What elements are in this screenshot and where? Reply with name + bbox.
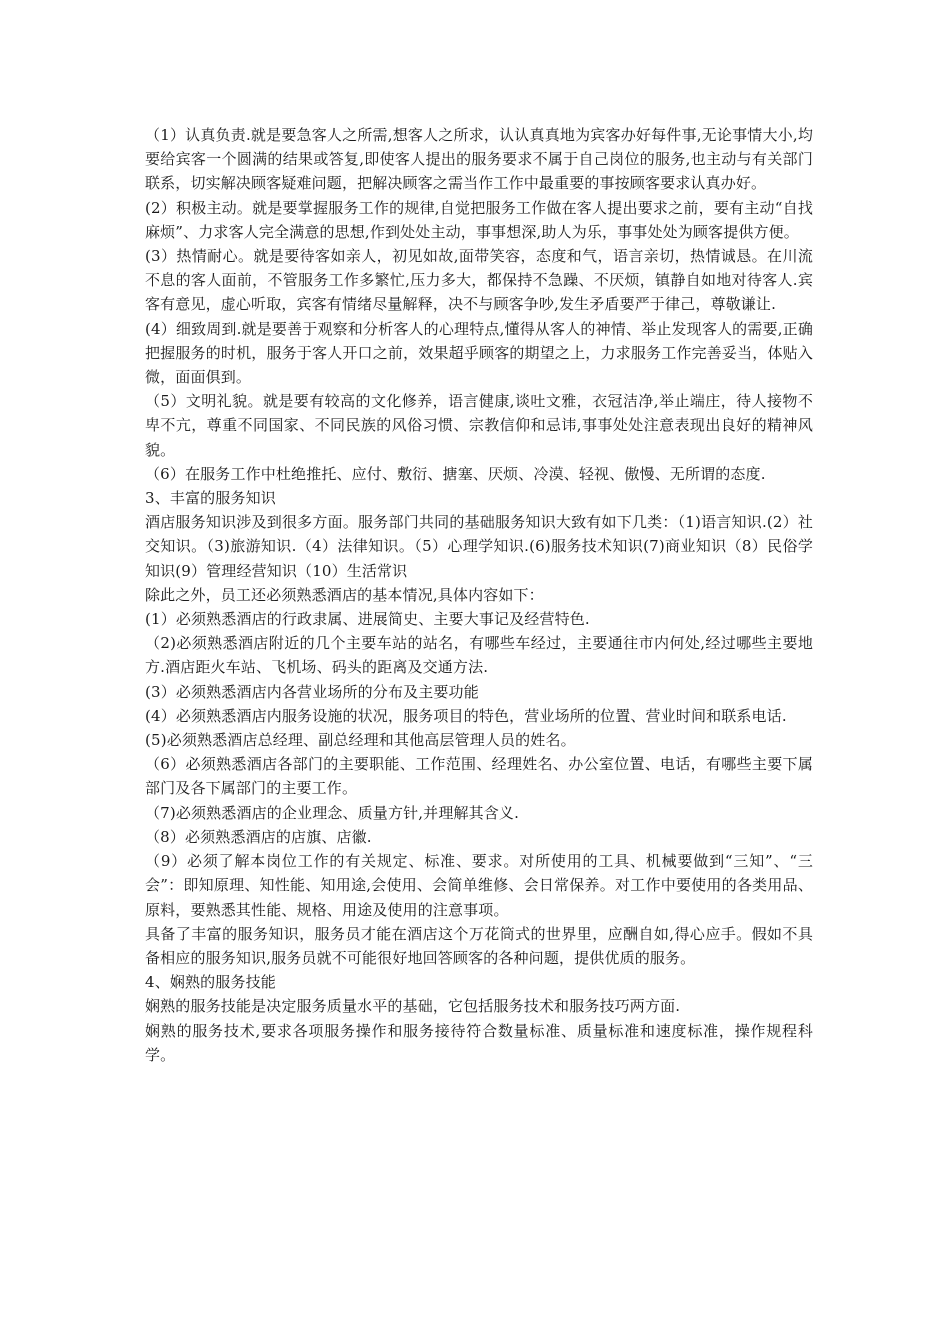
paragraph-3: (3）热情耐心。就是要待客如亲人，初见如故,面带笑容，态度和气，语言亲切，热情诚恳。在川流不息的客人面前，不管服务工作多繁忙,压力多大，都保持不急躁、不厌烦，镇静自如地对待客人.宾客有意见，虚心听取，宾客有情绪尽量解释，决不与顾客争吵,发生矛盾要严于律己，尊敬谦让. xyxy=(145,247,813,314)
paragraph-11: 娴熟的服务技术,要求各项服务操作和服务接待符合数量标准、质量标准和速度标准，操作规程科学。 xyxy=(145,1021,813,1064)
paragraph-4: (4）细致周到.就是要善于观察和分析客人的心理特点,懂得从客人的神情、举止发现客人的需要,正确把握服务的时机，服务于客人开口之前，效果超乎顾客的期望之上，力求服务工作完善妥当，体贴入微，面面俱到。 xyxy=(145,319,813,387)
section-heading-3: 3、丰富的服务知识 xyxy=(145,489,276,508)
paragraph-5: （5）文明礼貌。就是要有较高的文化修养，语言健康,谈吐文雅，衣冠洁净,举止端庄，待人接物不卑不亢，尊重不同国家、不同民族的风俗习惯、宗教信仰和忌讳,事事处处注意表现出良好的精神风貌。 xyxy=(145,392,813,459)
list-item-7: （7)必须熟悉酒店的企业理念、质量方针,并理解其含义. xyxy=(145,803,519,822)
list-item-1: (1）必须熟悉酒店的行政隶属、进展简史、主要大事记及经营特色. xyxy=(145,610,590,629)
list-item-2: （2)必须熟悉酒店附近的几个主要车站的站名，有哪些车经过，主要通往市内何处,经过哪些主要地方.酒店距火车站、飞机场、码头的距离及交通方法. xyxy=(145,634,813,677)
list-item-8: （8）必须熟悉酒店的店旗、店徽. xyxy=(145,827,372,846)
list-item-3: (3）必须熟悉酒店内各营业场所的分布及主要功能 xyxy=(145,682,479,701)
section-heading-4: 4、娴熟的服务技能 xyxy=(145,973,276,992)
document-page xyxy=(145,123,813,1067)
paragraph-7: 酒店服务知识涉及到很多方面。服务部门共同的基础服务知识大致有如下几类：（1)语言知识.(2）社交知识。（3)旅游知识.（4）法律知识。（5）心理学知识.(6)服务技术知识(7)商业知识（8）民俗学知识(9）管理经营知识（10）生活常识 xyxy=(145,513,813,580)
paragraph-10: 娴熟的服务技能是决定服务质量水平的基础，它包括服务技术和服务技巧两方面. xyxy=(145,997,681,1016)
list-item-9: （9）必须了解本岗位工作的有关规定、标准、要求。对所使用的工具、机械要做到“三知”、“三会”：即知原理、知性能、知用途,会使用、会简单维修、会日常保养。对工作中要使用的各类用品、原料，要熟悉其性能、规格、用途及使用的注意事项。 xyxy=(145,852,813,919)
paragraph-1: （1）认真负责.就是要急客人之所需,想客人之所求，认认真真地为宾客办好每件事,无论事情大小,均要给宾客一个圆满的结果或答复,即使客人提出的服务要求不属于自己岗位的服务,也主动与有关部门联系，切实解决顾客疑难问题，把解决顾客之需当作工作中最重要的事按顾客要求认真办好。 xyxy=(145,126,813,193)
paragraph-8: 除此之外，员工还必须熟悉酒店的基本情况,具体内容如下： xyxy=(145,585,544,604)
list-item-4: (4）必须熟悉酒店内服务设施的状况，服务项目的特色，营业场所的位置、营业时间和联系电话. xyxy=(145,706,787,725)
list-item-5: (5)必须熟悉酒店总经理、副总经理和其他高层管理人员的姓名。 xyxy=(145,731,576,750)
paragraph-9: 具备了丰富的服务知识，服务员才能在酒店这个万花筒式的世界里，应酬自如,得心应手。假如不具备相应的服务知识,服务员就不可能很好地回答顾客的各种问题，提供优质的服务。 xyxy=(145,924,813,967)
paragraph-2: (2）积极主动。就是要掌握服务工作的规律,自觉把服务工作做在客人提出要求之前，要有主动“自找麻烦”、力求客人完全满意的思想,作到处处主动，事事想深,助人为乐，事事处处为顾客提供方便。 xyxy=(145,198,813,241)
list-item-6: （6）必须熟悉酒店各部门的主要职能、工作范围、经理姓名、办公室位置、电话，有哪些主要下属部门及各下属部门的主要工作。 xyxy=(145,755,813,798)
paragraph-6: （6）在服务工作中杜绝推托、应付、敷衍、搪塞、厌烦、冷漠、轻视、傲慢、无所谓的态度. xyxy=(145,464,766,483)
